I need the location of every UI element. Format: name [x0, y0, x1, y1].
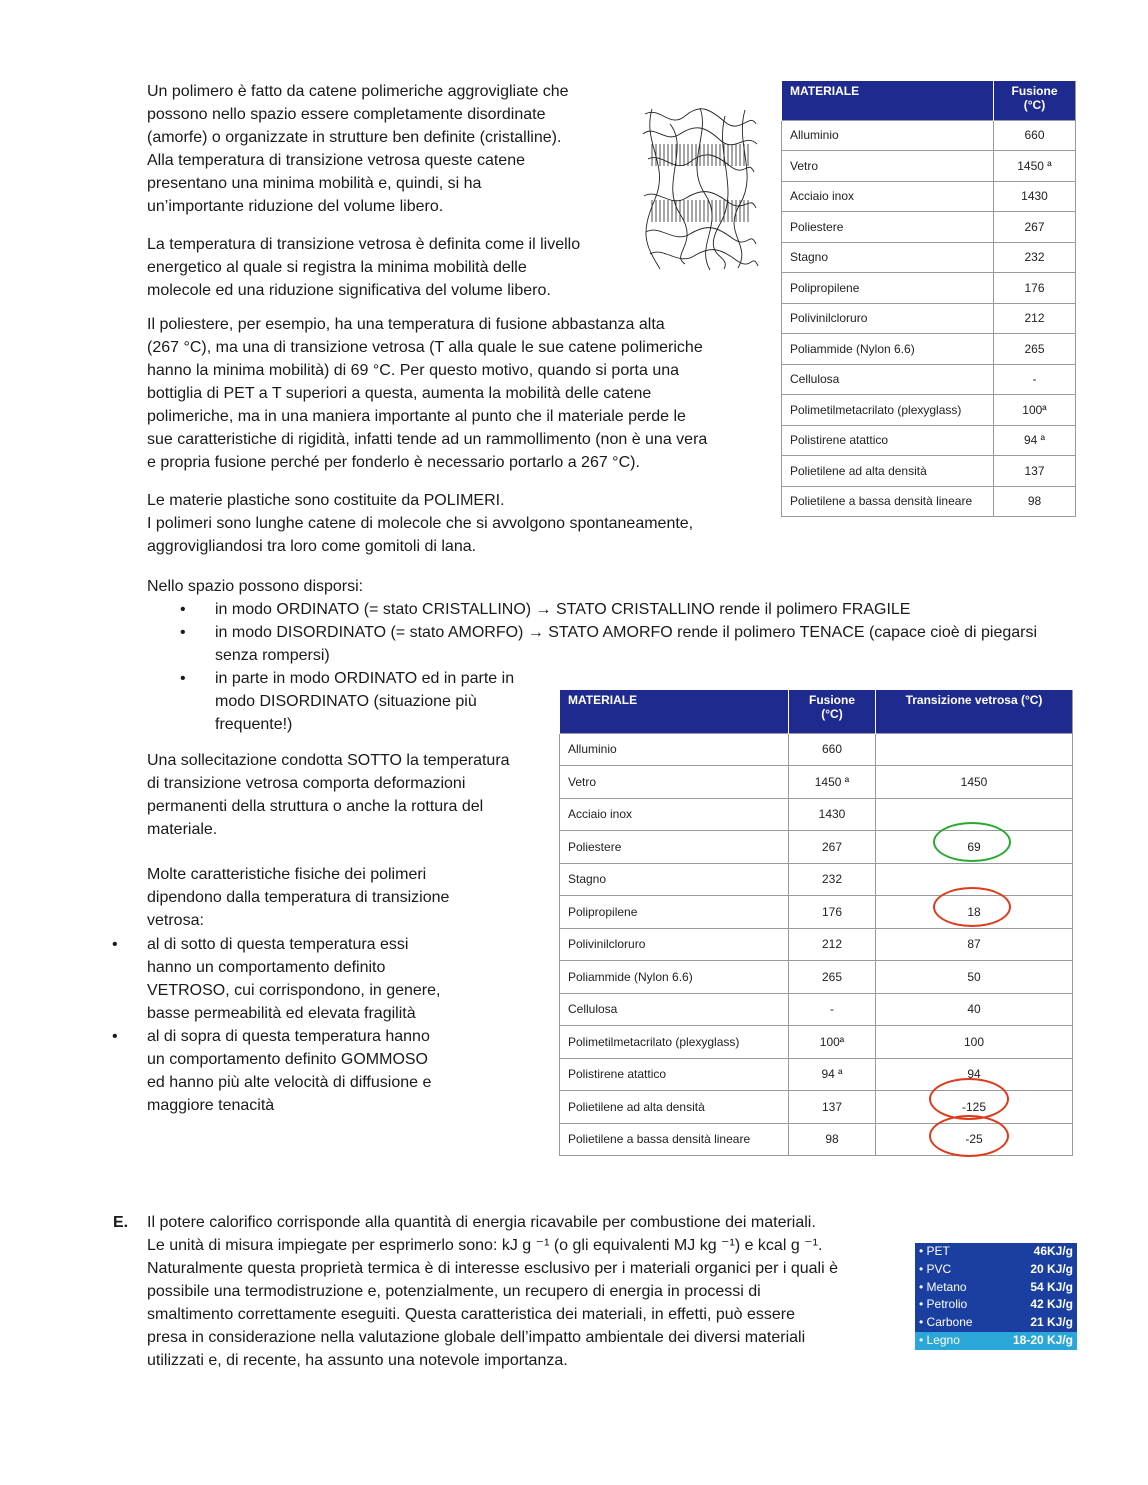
calorific-values-box	[915, 1243, 1077, 1350]
glass-transition-cell: -25	[876, 1123, 1073, 1156]
text-line: Una sollecitazione condotta SOTTO la temperatura	[147, 752, 510, 769]
text-line: materiale.	[147, 821, 218, 838]
table-row	[782, 395, 1076, 426]
melting-cell: 660	[789, 733, 876, 766]
material-cell: Stagno	[560, 863, 789, 896]
text-line: Alla temperatura di transizione vetrosa queste catene	[147, 152, 525, 169]
table-row	[782, 303, 1076, 334]
text-line: Il poliestere, per esempio, ha una temperatura di fusione abbastanza alta	[147, 316, 665, 333]
text-line: Molte caratteristiche fisiche dei polimeri	[147, 866, 427, 883]
fuel-value: 20 KJ/g	[1030, 1261, 1073, 1276]
material-cell: Polistirene atattico	[560, 1058, 789, 1091]
material-cell: Cellulosa	[560, 993, 789, 1026]
bullet-text-line: senza rompersi)	[215, 647, 330, 664]
text-line: possibile una termodistruzione e, potenzialmente, un recupero di energia in processi di	[147, 1283, 761, 1300]
bullet-text-line: hanno un comportamento definito	[147, 959, 386, 976]
table-row	[560, 961, 1073, 994]
paragraph-stress-below-tg	[147, 749, 510, 841]
column-header-material: MATERIALE	[782, 81, 994, 120]
table-row	[782, 242, 1076, 273]
paragraph-glass-transition-definition	[147, 233, 580, 302]
table-row	[560, 993, 1073, 1026]
fuel-value: 18-20 KJ/g	[1012, 1332, 1073, 1347]
bullet-text-line: • in parte in modo ORDINATO ed in parte in	[215, 670, 515, 687]
melting-cell: 660	[994, 120, 1076, 151]
text-line: Il potere calorifico corrisponde alla quantità di energia ricavabile per combustione dei materiali.	[147, 1214, 816, 1231]
bullet-text-line: maggiore tenacità	[147, 1097, 275, 1114]
text-line: un’importante riduzione del volume libero.	[147, 198, 444, 215]
fuel-name: • Metano	[919, 1279, 967, 1294]
text-line: sue caratteristiche di rigidità, infatti tende ad un rammollimento (non è una vera	[147, 431, 708, 448]
calorific-row	[915, 1314, 1077, 1332]
section-marker-e: E.	[113, 1214, 129, 1231]
paragraph-physical-properties	[147, 863, 449, 932]
text-line: vetrosa:	[147, 912, 204, 929]
melting-cell: -	[994, 364, 1076, 395]
fuel-name: • PVC	[919, 1261, 952, 1276]
glass-transition-cell: 94	[876, 1058, 1073, 1091]
text-line: Le materie plastiche sono costituite da POLIMERI.	[147, 492, 505, 509]
melting-cell: 176	[789, 896, 876, 929]
text-line: utilizzati e, di recente, ha assunto una notevole importanza.	[147, 1352, 568, 1369]
material-cell: Polietilene a bassa densità lineare	[782, 486, 994, 517]
material-cell: Poliammide (Nylon 6.6)	[560, 961, 789, 994]
text-line: polimeriche, ma in una maniera importante al punto che il materiale perde le	[147, 408, 686, 425]
column-header-material: MATERIALE	[560, 690, 789, 733]
fuel-value: 54 KJ/g	[1030, 1279, 1073, 1294]
table-row	[782, 334, 1076, 365]
glass-transition-cell: 87	[876, 928, 1073, 961]
material-cell: Acciaio inox	[782, 181, 994, 212]
highlight-ring-poliestere	[933, 822, 1011, 862]
bullet-text-line: • in modo ORDINATO (= stato CRISTALLINO) → STATO CRISTALLINO rende il polimero FRAGILE	[215, 601, 911, 618]
highlight-ring-polipropilene	[933, 887, 1011, 927]
text-line: presentano una minima mobilità e, quindi, si ha	[147, 175, 482, 192]
material-cell: Polietilene a bassa densità lineare	[560, 1123, 789, 1156]
melting-cell: 176	[994, 273, 1076, 304]
melting-cell: 137	[789, 1091, 876, 1124]
glass-transition-cell: 50	[876, 961, 1073, 994]
glass-transition-cell: 69	[876, 831, 1073, 864]
text-line: molecole ed una riduzione significativa del volume libero.	[147, 282, 551, 299]
glass-transition-cell: -125	[876, 1091, 1073, 1124]
bullet-text-line: un comportamento definito GOMMOSO	[147, 1051, 428, 1068]
paragraph-polyester-example	[147, 313, 707, 474]
material-cell: Cellulosa	[782, 364, 994, 395]
text-line: bottiglia di PET a T superiori a questa, aumenta la mobilità delle catene	[147, 385, 652, 402]
table-row	[560, 1026, 1073, 1059]
text-line: dipendono dalla temperatura di transizione	[147, 889, 450, 906]
text-line: (amorfe) o organizzate in strutture ben definite (cristalline).	[147, 129, 562, 146]
calorific-row	[915, 1261, 1077, 1279]
bullet-text-line: • in modo DISORDINATO (= stato AMORFO) → STATO AMORFO rende il polimero TENACE (capace cioè di piegarsi	[215, 624, 1038, 641]
material-cell: Vetro	[782, 151, 994, 182]
melting-cell: 267	[994, 212, 1076, 243]
material-cell: Polipropilene	[782, 273, 994, 304]
glass-transition-cell: 1450	[876, 766, 1073, 799]
melting-cell: 98	[994, 486, 1076, 517]
text-line: possono nello spazio essere completamente disordinate	[147, 106, 546, 123]
glass-transition-cell	[876, 733, 1073, 766]
melting-cell: 265	[789, 961, 876, 994]
material-cell: Polipropilene	[560, 896, 789, 929]
material-cell: Stagno	[782, 242, 994, 273]
tg-behaviour-bullet-list	[79, 933, 440, 1117]
melting-cell: 98	[789, 1123, 876, 1156]
fuel-value: 46KJ/g	[1033, 1244, 1073, 1258]
glass-transition-cell: 18	[876, 896, 1073, 929]
material-cell: Vetro	[560, 766, 789, 799]
text-line: e propria fusione perché per fonderlo è necessario portarlo a 267 °C).	[147, 454, 640, 471]
fuel-value: 21 KJ/g	[1030, 1315, 1073, 1330]
melting-cell: 94 ª	[994, 425, 1076, 456]
column-header-melting: Fusione (°C)	[789, 690, 876, 733]
bullet-text-line: VETROSO, cui corrispondono, in genere,	[147, 982, 441, 999]
melting-cell: 212	[789, 928, 876, 961]
melting-cell: 265	[994, 334, 1076, 365]
material-cell: Polimetilmetacrilato (plexyglass)	[782, 395, 994, 426]
melting-cell: 232	[789, 863, 876, 896]
text-line: aggrovigliandosi tra loro come gomitoli di lana.	[147, 538, 477, 555]
text-line: Un polimero è fatto da catene polimeriche aggrovigliate che	[147, 83, 569, 100]
material-cell: Poliammide (Nylon 6.6)	[782, 334, 994, 365]
paragraph-arrangement-intro: Nello spazio possono disporsi:	[147, 578, 364, 595]
melting-cell: 212	[994, 303, 1076, 334]
text-line: (267 °C), ma una di transizione vetrosa (T alla quale le sue catene polimeriche	[147, 339, 703, 356]
melting-cell: -	[789, 993, 876, 1026]
material-cell: Polistirene atattico	[782, 425, 994, 456]
text-line: permanenti della struttura o anche la rottura del	[147, 798, 484, 815]
paragraph-glass-transition-intro	[147, 80, 569, 218]
bullet-item	[79, 933, 440, 1025]
glass-transition-cell: 40	[876, 993, 1073, 1026]
text-line: smaltimento correttamente eseguiti. Questa caratteristica dei materiali, in effetti, può essere	[147, 1306, 796, 1323]
fuel-name: • Petrolio	[919, 1297, 968, 1312]
text-line: Le unità di misura impiegate per esprimerlo sono: kJ g ⁻¹ (o gli equivalenti MJ kg ⁻¹) e kcal g ⁻¹.	[147, 1237, 823, 1254]
calorific-row	[915, 1279, 1077, 1297]
melting-cell: 1450 ª	[789, 766, 876, 799]
material-cell: Polimetilmetacrilato (plexyglass)	[560, 1026, 789, 1059]
melting-cell: 94 ª	[789, 1058, 876, 1091]
calorific-row	[915, 1332, 1077, 1350]
melting-cell: 1450 ª	[994, 151, 1076, 182]
text-line: di transizione vetrosa comporta deformazioni	[147, 775, 466, 792]
text-line: La temperatura di transizione vetrosa è definita come il livello	[147, 236, 581, 253]
bullet-text-line: • al di sopra di questa temperatura hanno	[147, 1028, 430, 1045]
paragraph-plastics-polymers	[147, 489, 693, 558]
table-row	[782, 425, 1076, 456]
material-cell: Polietilene ad alta densità	[782, 456, 994, 487]
text-line: I polimeri sono lunghe catene di molecole che si avvolgono spontaneamente,	[147, 515, 694, 532]
fuel-value: 42 KJ/g	[1030, 1297, 1073, 1312]
fuel-name: • Carbone	[919, 1315, 973, 1330]
table-row	[560, 733, 1073, 766]
bullet-text-line: ed hanno più alte velocità di diffusione e	[147, 1074, 432, 1091]
highlight-ring-hdpe	[929, 1078, 1009, 1120]
material-cell: Polivinilcloruro	[782, 303, 994, 334]
material-cell: Poliestere	[782, 212, 994, 243]
melting-point-table	[781, 81, 1076, 517]
material-cell: Polivinilcloruro	[560, 928, 789, 961]
calorific-row	[915, 1296, 1077, 1314]
table-row	[782, 273, 1076, 304]
fuel-name: • PET	[919, 1244, 950, 1258]
table-row	[782, 181, 1076, 212]
melting-cell: 1430	[994, 181, 1076, 212]
bullet-item	[79, 1025, 440, 1117]
paragraph-calorific-value	[147, 1211, 838, 1372]
melting-cell: 100ª	[789, 1026, 876, 1059]
text-line: energetico al quale si registra la minima mobilità delle	[147, 259, 527, 276]
column-header-glass-transition: Transizione vetrosa (°C)	[876, 690, 1073, 733]
polymer-chains-illustration	[640, 104, 760, 272]
table-row	[782, 212, 1076, 243]
text-line: Naturalmente questa proprietà termica è di interesse esclusivo per i materiali organici per i quali è	[147, 1260, 838, 1277]
bullet-item	[147, 621, 1107, 667]
table-row	[782, 364, 1076, 395]
melting-cell: 100ª	[994, 395, 1076, 426]
glass-transition-cell: 100	[876, 1026, 1073, 1059]
melting-cell: 1430	[789, 798, 876, 831]
material-cell: Acciaio inox	[560, 798, 789, 831]
material-cell: Alluminio	[560, 733, 789, 766]
bullet-text-line: modo DISORDINATO (situazione più	[215, 693, 477, 710]
bullet-text-line: basse permeabilità ed elevata fragilità	[147, 1005, 416, 1022]
bullet-item	[147, 598, 1107, 621]
table-row	[782, 151, 1076, 182]
column-header-melting: Fusione (°C)	[994, 81, 1076, 120]
table-row	[782, 486, 1076, 517]
highlight-ring-lldpe	[929, 1115, 1009, 1157]
table-row	[560, 766, 1073, 799]
material-cell: Polietilene ad alta densità	[560, 1091, 789, 1124]
glass-transition-table-container	[559, 690, 1073, 1156]
fuel-name: • Legno	[919, 1332, 960, 1347]
material-cell: Alluminio	[782, 120, 994, 151]
melting-cell: 267	[789, 831, 876, 864]
bullet-text-line: • al di sotto di questa temperatura essi	[147, 936, 409, 953]
text-line: hanno la minima mobilità) di 69 °C. Per questo motivo, quando si porta una	[147, 362, 680, 379]
text-line: presa in considerazione nella valutazione globale dell’impatto ambientale dei diversi materiali	[147, 1329, 806, 1346]
table-row	[560, 928, 1073, 961]
calorific-row	[915, 1243, 1077, 1261]
table-row	[782, 120, 1076, 151]
table-row	[782, 456, 1076, 487]
melting-cell: 232	[994, 242, 1076, 273]
bullet-text-line: frequente!)	[215, 716, 293, 733]
melting-cell: 137	[994, 456, 1076, 487]
material-cell: Poliestere	[560, 831, 789, 864]
